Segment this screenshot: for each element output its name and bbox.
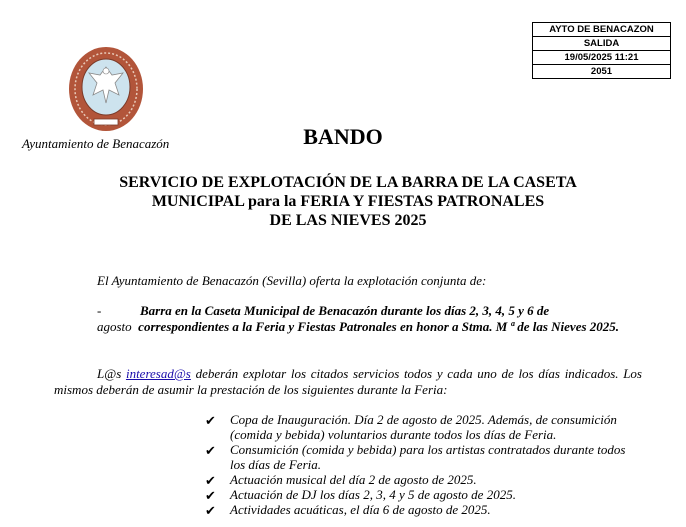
subtitle-line: SERVICIO DE EXPLOTACIÓN DE LA BARRA DE LA CASETA [119, 174, 577, 191]
obligations-paragraph [54, 366, 642, 398]
intro-paragraph: El Ayuntamiento de Benacazón (Sevilla) oferta la explotación conjunta de: [97, 273, 487, 288]
check-icon: ✔ [205, 443, 216, 458]
list-item [205, 412, 642, 442]
list-item [205, 442, 642, 472]
dash-marker: - [97, 303, 102, 318]
interesados-link[interactable]: interesad@s [125, 366, 191, 381]
check-icon: ✔ [205, 473, 216, 488]
list-item-text: Actividades acuáticas, el día 6 de agosto de 2025. [230, 502, 491, 517]
obligations-line2: mismos deberán de asumir la prestación de los siguientes durante la Feria: [54, 382, 448, 397]
offer-item-line1: Barra en la Caseta Municipal de Benacazón durante los días 2, 3, 4, 5 y 6 de [140, 303, 550, 318]
registry-stamp [532, 22, 671, 79]
document-subtitle [0, 173, 686, 230]
stamp-office: AYTO DE BENACAZON [533, 23, 671, 37]
offer-item-rest: correspondientes a la Feria y Fiestas Patronales en honor a Stma. M ª de las Nieves 2025. [138, 319, 620, 334]
check-icon: ✔ [205, 488, 216, 503]
list-item-text: Consumición (comida y bebida) para los artistas contratados durante todos los días de Feria. [230, 442, 626, 472]
stamp-number: 2051 [533, 65, 671, 79]
list-item-text: Copa de Inauguración. Día 2 de agosto de 2025. Además, de consumición (comida y bebida) voluntarios durante todos los días de Feria. [230, 412, 617, 442]
obligations-line1-rest: deberán explotar los citados servicios todos y cada uno de los días indicados. Los [195, 366, 642, 381]
stamp-datetime: 19/05/2025 11:21 [533, 51, 671, 65]
list-item [205, 502, 642, 517]
list-item-text: Actuación de DJ los días 2, 3, 4 y 5 de agosto de 2025. [230, 487, 516, 502]
check-icon: ✔ [205, 503, 216, 518]
obligations-line1 [54, 366, 642, 382]
offer-item-word: agosto [97, 319, 132, 334]
list-item [205, 472, 642, 487]
offer-item-line2 [97, 319, 619, 335]
stamp-direction: SALIDA [533, 37, 671, 51]
list-item [205, 487, 642, 502]
check-icon: ✔ [205, 413, 216, 428]
obligations-prefix: L@s [97, 366, 122, 381]
council-name: Ayuntamiento de Benacazón [22, 136, 170, 151]
subtitle-line: MUNICIPAL para la FERIA Y FIESTAS PATRONALES [151, 193, 545, 210]
council-crest-logo [67, 45, 145, 133]
subtitle-line: DE LAS NIEVES 2025 [269, 212, 427, 229]
list-item-text: Actuación musical del día 2 de agosto de 2025. [230, 472, 477, 487]
services-checklist [205, 412, 642, 517]
document-title: BANDO [303, 124, 383, 149]
